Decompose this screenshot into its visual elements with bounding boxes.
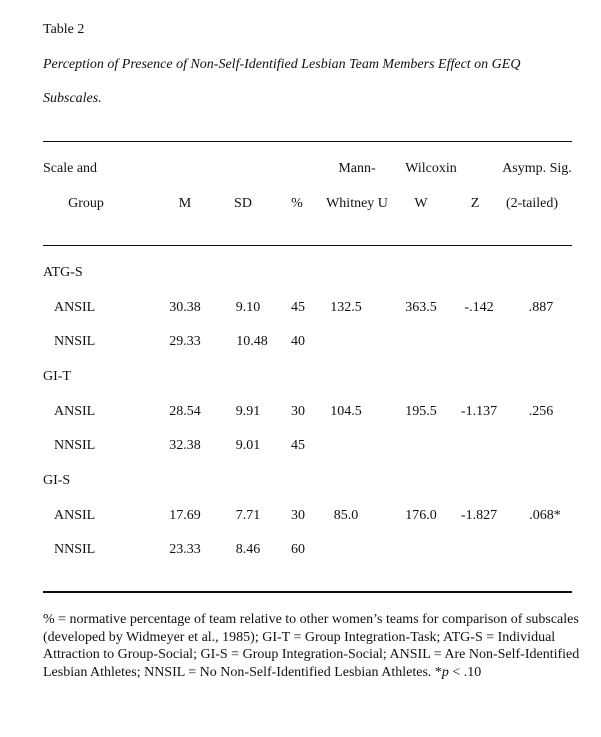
row-label: ANSIL [54, 404, 96, 419]
header-scale-and: Scale and [43, 161, 98, 176]
cell-m: 30.38 [169, 300, 201, 315]
cell-mann-whitney-u: 104.5 [330, 404, 362, 419]
cell-m: 17.69 [169, 508, 201, 523]
header-wilcoxin: Wilcoxin [405, 161, 457, 176]
cell-mann-whitney-u: 85.0 [333, 508, 359, 523]
cell-m: 28.54 [169, 404, 201, 419]
table-caption-line-1: Perception of Presence of Non-Self-Identified Lesbian Team Members Effect on GEQ [43, 57, 521, 72]
row-label: ANSIL [54, 300, 96, 315]
table-note [43, 611, 588, 681]
group-label: GI-T [43, 369, 71, 384]
table-bottom-rule [43, 591, 572, 593]
cell-sd: 9.10 [235, 300, 261, 315]
cell-asymp-sig: .887 [528, 300, 554, 315]
cell-sd: 8.46 [235, 542, 261, 557]
row-label: NNSIL [54, 438, 96, 453]
cell-wilcoxin-w: 176.0 [405, 508, 437, 523]
cell-wilcoxin-w: 363.5 [405, 300, 437, 315]
cell-m: 23.33 [169, 542, 201, 557]
row-label: NNSIL [54, 542, 96, 557]
header-asymp-sig: Asymp. Sig. [502, 161, 572, 176]
cell-sd: 7.71 [235, 508, 261, 523]
group-label: GI-S [43, 473, 71, 488]
cell-m: 32.38 [169, 438, 201, 453]
row-label: NNSIL [54, 334, 96, 349]
header-mann: Mann- [338, 161, 376, 176]
table-caption-line-2: Subscales. [43, 91, 102, 106]
cell-percent: 30 [291, 404, 305, 419]
cell-asymp-sig: .068* [529, 508, 561, 523]
cell-percent: 60 [291, 542, 305, 557]
p-symbol: p [441, 664, 449, 680]
header-percent: % [291, 196, 303, 211]
row-label: ANSIL [54, 508, 96, 523]
header-z: Z [470, 196, 480, 211]
header-w: W [414, 196, 428, 211]
table-label: Table 2 [43, 22, 85, 37]
cell-percent: 45 [291, 438, 305, 453]
significance-threshold: < .10 [448, 664, 482, 680]
cell-sd: 10.48 [236, 334, 268, 349]
header-m: M [178, 196, 192, 211]
cell-z: -.142 [464, 300, 494, 315]
header-sd: SD [234, 196, 252, 211]
cell-asymp-sig: .256 [528, 404, 554, 419]
header-whitney-u: Whitney U [326, 196, 388, 211]
group-label: ATG-S [43, 265, 83, 280]
header-group: Group [68, 196, 104, 211]
cell-percent: 30 [291, 508, 305, 523]
table-header-rule [43, 245, 572, 246]
cell-m: 29.33 [169, 334, 201, 349]
header-two-tailed: (2-tailed) [505, 196, 559, 211]
cell-wilcoxin-w: 195.5 [405, 404, 437, 419]
cell-sd: 9.01 [235, 438, 261, 453]
cell-sd: 9.91 [235, 404, 261, 419]
cell-z: -1.137 [460, 404, 498, 419]
table-top-rule [43, 141, 572, 142]
cell-percent: 40 [291, 334, 305, 349]
cell-z: -1.827 [460, 508, 498, 523]
table-note-text: % = normative percentage of team relative to other women’s teams for comparison of subscales (developed by Widmeyer et al., 1985); GI-T = Group Integration-Task; ATG-S = Individual Attraction to Group-Social; GI-S = Group Integration-Social; ANSIL = Are Non-Self-Identified Lesbian Athletes; NNSIL = No Non-Self-Identified Lesbian Athletes. * [43, 612, 580, 680]
cell-percent: 45 [291, 300, 305, 315]
cell-mann-whitney-u: 132.5 [330, 300, 362, 315]
